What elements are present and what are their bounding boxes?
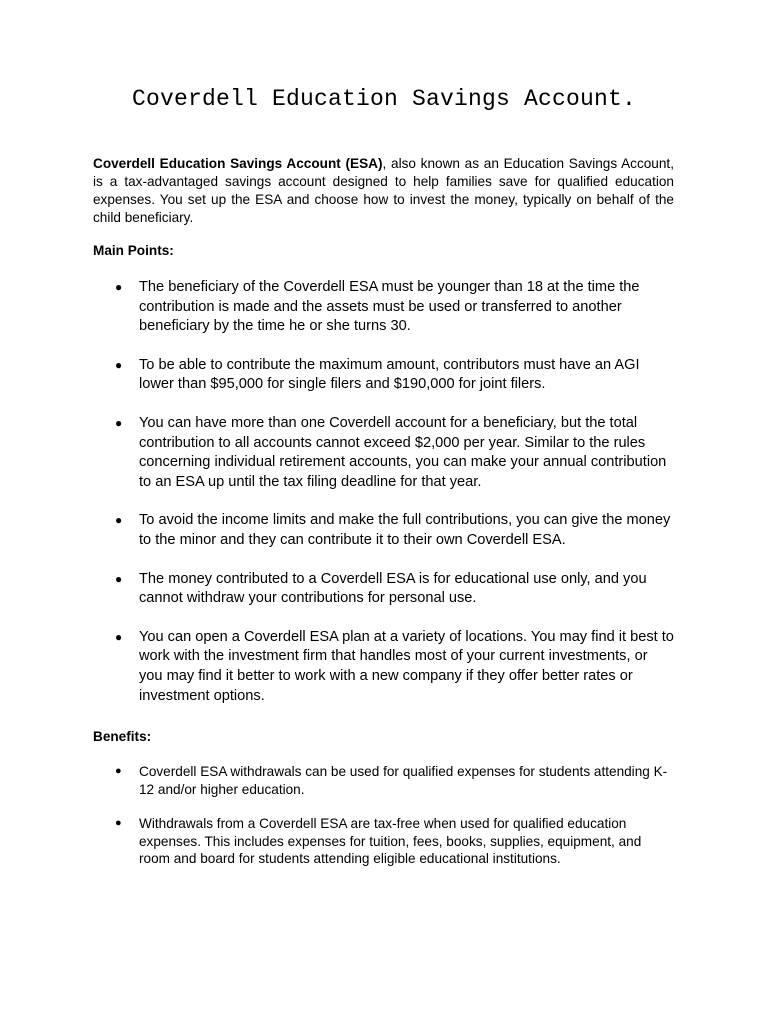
intro-paragraph [93,155,674,227]
bullet-icon: ● [115,280,123,294]
list-item-text: Coverdell ESA withdrawals can be used for qualified expenses for students attending K-12 and/or higher education. [139,764,668,797]
list-item [115,763,675,798]
list-item-text: The money contributed to a Coverdell ESA is for educational use only, and you cannot withdraw your contributions for personal use. [139,570,647,607]
document-title: Coverdell Education Savings Account. [131,86,637,112]
list-item-text: To avoid the income limits and make the full contributions, you can give the money to the minor and they can contribute it to their own Coverdell ESA. [139,512,671,548]
list-item [115,570,675,609]
list-item-text: You can have more than one Coverdell account for a beneficiary, but the total contribution to all accounts cannot exceed $2,000 per year. Similar to the rules concerning individual retirement accounts, you can make your annual contribution to an ESA up until the tax filing deadline for that year. [139,414,667,490]
list-item [115,628,675,706]
list-item [115,356,675,395]
list-item [115,511,675,550]
intro-text: , also known as an Education Savings Account, is a tax-advantaged savings account designed to help families save for qualified education expenses. You set up the ESA and choose how to invest the money, typically on behalf of the child beneficiary. [93,156,674,225]
bullet-icon: ● [115,415,123,430]
benefits-list [115,763,675,885]
bullet-icon: ● [115,629,123,644]
bullet-icon: ● [115,357,123,372]
list-item [115,414,675,492]
list-item-text: To be able to contribute the maximum amount, contributors must have an AGI lower than $95,000 for single filers and $190,000 for joint filers. [139,356,640,393]
bullet-icon: ● [115,513,123,528]
bullet-icon: ● [115,765,122,777]
bullet-icon: ● [115,571,123,586]
list-item [115,278,675,337]
list-item-text: You can open a Coverdell ESA plan at a variety of locations. You may find it best to work with the investment firm that handles most of your current investments, or you may find it better to work with a new company if they offer better rates or investment options. [139,628,674,704]
main-points-list [115,278,675,725]
main-points-heading: Main Points: [93,243,174,258]
list-item-text: Withdrawals from a Coverdell ESA are tax-free when used for qualified education expenses. This includes expenses for tuition, fees, books, supplies, equipment, and room and board for students attending eligible educational institutions. [139,816,642,867]
benefits-heading: Benefits: [93,729,152,744]
bullet-icon: ● [115,817,122,830]
intro-term: Coverdell Education Savings Account (ESA) [93,156,383,171]
list-item [115,815,675,868]
list-item-text: The beneficiary of the Coverdell ESA must be younger than 18 at the time the contribution is made and the assets must be used or transferred to another beneficiary by the time he or she turns 30. [139,279,640,335]
